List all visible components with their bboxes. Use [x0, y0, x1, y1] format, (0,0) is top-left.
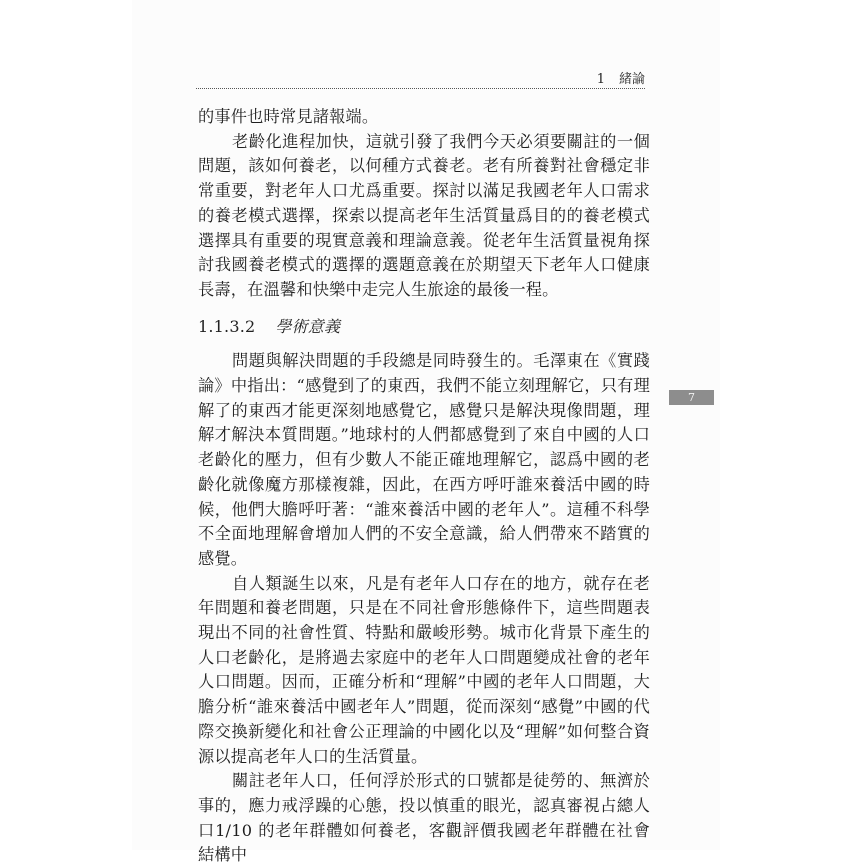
paragraph: 自人類誕生以來，凡是有老年人口存在的地方，就存在老年問題和養老問題，只是在不同社會形態條件下，這些問題表現出不同的社會性質、特點和嚴峻形勢。城市化背景下產生的人口老齡化，是將過去家庭中的老年人口問題變成社會的老年人口問題。因而，正確分析和“理解”中國的老年人口問題，大膽分析“誰來養活中國老年人”問題，從而深刻“感覺”中國的代際交換新變化和社會公正理論的中國化以及“理解”如何整合資源以提高老年人口的生活質量。: [198, 573, 650, 766]
paragraph: 老齡化進程加快，這就引發了我們今天必須要關註的一個問題，該如何養老，以何種方式養老。老有所養對社會穩定非常重要，對老年人口尤爲重要。探討以滿足我國老年人口需求的養老模式選擇，探索以提高老年生活質量爲目的的養老模式選擇具有重要的現實意義和理論意義。從老年生活質量視角探討我國養老模式的選擇的選題意義在於期望天下老年人口健康長壽，在溫馨和快樂中走完人生旅途的最後一程。: [198, 131, 650, 299]
section-number: 1.1.3.2: [198, 316, 256, 336]
section-heading: [198, 315, 650, 340]
page-number-tab: 7: [669, 390, 714, 405]
section-title: 學術意義: [275, 316, 341, 336]
chapter-title: 緒論: [618, 72, 645, 87]
paragraph: 關註老年人口，任何浮於形式的口號都是徒勞的、無濟於事的，應力戒浮躁的心態，投以慎重的眼光，認真審視占總人口1/10 的老年群體如何養老，客觀評價我國老年群體在社會結構中: [198, 771, 650, 865]
continuation-paragraph: 的事件也時常見諸報端。: [198, 107, 379, 126]
body-text: [198, 105, 650, 868]
chapter-number: 1: [596, 72, 605, 87]
paragraph: 問題與解決問題的手段總是同時發生的。毛澤東在《實踐論》中指出：“感覺到了的東西，我們不能立刻理解它，只有理解了的東西才能更深刻地感覺它，感覺只是解決現像問題，理解才解決本質問題。”地球村的人們都感覺到了來自中國的人口老齡化的壓力，但有少數人不能正確地理解它，認爲中國的老齡化就像魔方那樣複雜，因此，在西方呼吁誰來養活中國的時候，他們大膽呼吁著：“誰來養活中國的老年人”。這種不科學不全面地理解會增加人們的不安全意識，給人們帶來不踏實的感覺。: [198, 351, 650, 568]
running-head: [196, 68, 645, 89]
